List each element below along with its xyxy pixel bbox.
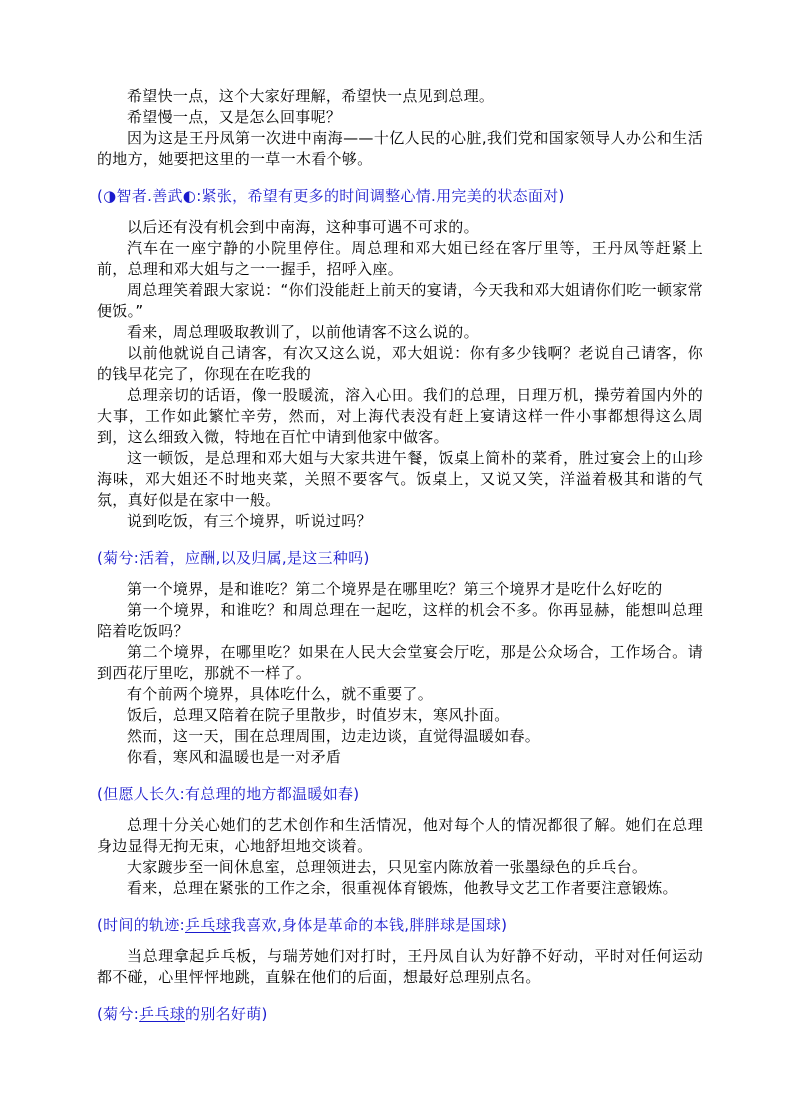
body-paragraph: 希望快一点，这个大家好理解，希望快一点见到总理。: [127, 87, 495, 105]
body-paragraph: 饭后，总理又陪着在院子里散步，时值岁末，寒风扑面。: [127, 706, 510, 724]
body-paragraph: 第一个境界，是和谁吃？第二个境界是在哪里吃？第三个境界才是吃什么好吃的: [127, 580, 663, 598]
comment-text: (菊兮:活着，应酬,以及归属,是这三种吗): [97, 549, 370, 567]
comment-underlined-term: 乒乓球: [185, 916, 231, 934]
body-paragraph: 说到吃饭，有三个境界，听说过吗？: [127, 512, 372, 530]
comment-text: (菊兮:: [97, 1005, 140, 1023]
body-paragraph: 当总理拿起乒乓板，与瑞芳她们对打时，王丹凤自认为好静不好动，平时对任何运动都不碰，心里怦怦地跳，直躲在他们的后面，想最好总理别点名。: [97, 947, 703, 986]
body-paragraph: 有个前两个境界，具体吃什么，就不重要了。: [127, 685, 434, 703]
comment-underlined-term: 乒乓球: [139, 1005, 186, 1023]
body-paragraph: 看来，总理在紧张的工作之余，很重视体育锻炼，他教导文艺工作者要注意锻炼。: [127, 879, 678, 897]
body-paragraph: 你看，寒风和温暖也是一对矛盾: [127, 748, 342, 766]
reader-comment-line: [97, 784, 703, 805]
comment-text: 的别名好萌): [185, 1005, 268, 1023]
body-paragraph: 然而，这一天，围在总理周围，边走边谈，直觉得温暖如春。: [127, 727, 541, 745]
body-paragraph: 看来，周总理吸取教训了，以前他请客不这么说的。: [127, 323, 479, 341]
body-paragraph: 汽车在一座宁静的小院里停住。周总理和邓大姐已经在客厅里等，王丹凤等赶紧上前，总理和邓大姐与之一一握手，招呼入座。: [97, 239, 703, 278]
comment-text: (时间的轨迹:: [97, 916, 186, 934]
document-text-body: [97, 86, 703, 1025]
body-paragraph: 总理十分关心她们的艺术创作和生活情况，他对每个人的情况都很了解。她们在总理身边显得无拘无束，心地舒坦地交谈着。: [97, 816, 703, 855]
body-paragraph: 周总理笑着跟大家说：“你们没能赶上前天的宴请，今天我和邓大姐请你们吃一顿家常便饭。”: [97, 281, 703, 320]
body-paragraph: 这一顿饭，是总理和邓大姐与大家共进午餐，饭桌上简朴的菜肴，胜过宴会上的山珍海味，邓大姐还不时地夹菜，关照不要客气。饭桌上，又说又笑，洋溢着极其和谐的气氛，真好似是在家中一般。: [97, 449, 703, 509]
body-paragraph: 第二个境界，在哪里吃？如果在人民大会堂宴会厅吃，那是公众场合，工作场合。请到西花厅里吃，那就不一样了。: [97, 643, 703, 682]
body-paragraph: 第一个境界，和谁吃？和周总理在一起吃，这样的机会不多。你再显赫，能想叫总理陪着吃饭吗？: [97, 601, 703, 640]
reader-comment-line: [97, 915, 703, 936]
comment-text: 我喜欢,身体是革命的本钱,胖胖球是国球): [230, 916, 508, 934]
reader-comment-line: [97, 1004, 703, 1025]
reader-comment-line: [97, 548, 703, 569]
reader-comment-line: [97, 186, 703, 207]
body-paragraph: 以前他就说自己请客，有次又这么说，邓大姐说：你有多少钱啊？老说自己请客，你的钱早花完了，你现在在吃我的: [97, 344, 703, 383]
body-paragraph: 总理亲切的话语，像一股暖流，溶入心田。我们的总理，日理万机，操劳着国内外的大事，工作如此繁忙辛劳，然而，对上海代表没有赶上宴请这样一件小事都想得这么周到，这么细致入微，特地在百忙中请到他家中做客。: [97, 386, 703, 446]
body-paragraph: 因为这是王丹凤第一次进中南海——十亿人民的心脏,我们党和国家领导人办公和生活的地方，她要把这里的一草一木看个够。: [97, 129, 703, 168]
comment-text: (◑智者.善武◐:紧张，希望有更多的时间调整心情.用完美的状态面对): [97, 187, 565, 205]
body-paragraph: 以后还有没有机会到中南海，这种事可遇不可求的。: [127, 218, 479, 236]
comment-text: (但愿人长久:有总理的地方都温暖如春): [97, 785, 360, 803]
body-paragraph: 大家踱步至一间休息室，总理领进去，只见室内陈放着一张墨绿色的乒乓台。: [127, 858, 648, 876]
body-paragraph: 希望慢一点，又是怎么回事呢？: [127, 108, 342, 126]
